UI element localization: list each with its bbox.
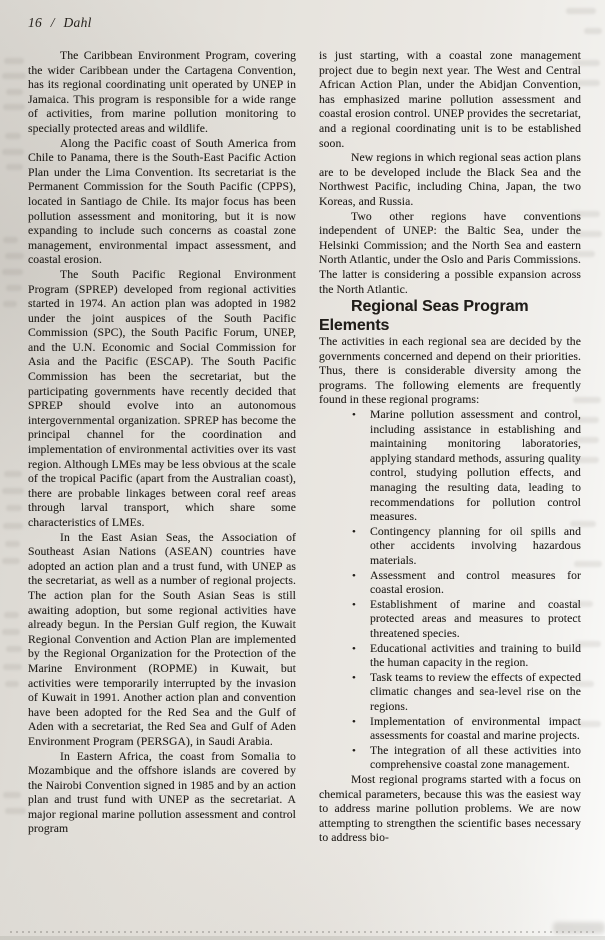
bleedthrough-smudge — [3, 792, 21, 798]
bleedthrough-smudge — [4, 471, 22, 477]
bullet-icon: • — [352, 525, 356, 538]
bleedthrough-smudge — [3, 237, 18, 243]
paragraph-southeast-pacific: Along the Pacific coast of South America from Chile to Panama, there is the South-East Pacific Action Plan under the Lima Convention. Its secretariat is the Permanent Commission for the South Pacific (CPPS), located in Santiago de Chile. Its major focus has been pollution assessment and monitoring, but it is now expanding to include such concerns as coastal zone management, environmental impact assessment, and coastal erosion. — [28, 136, 296, 267]
bleedthrough-smudge — [2, 269, 23, 275]
bleedthrough-smudge — [6, 646, 22, 652]
bleedthrough-smudge — [4, 612, 19, 618]
bleedthrough-smudge — [2, 629, 20, 635]
bleedthrough-smudge — [5, 541, 20, 547]
running-head: 16 / Dahl — [28, 15, 92, 30]
bullet-icon: • — [352, 744, 356, 757]
bullet-text: The integration of all these activities into comprehensive coastal zone management. — [370, 743, 581, 772]
bleedthrough-smudge — [2, 558, 20, 564]
bleedthrough-smudge — [6, 285, 22, 291]
scan-artifact-line — [10, 931, 595, 933]
bullet-text: Assessment and control measures for coastal erosion. — [370, 568, 581, 597]
paragraph-eastern-africa: In Eastern Africa, the coast from Somalia to Mozambique and the offshore islands are covered by the Nairobi Convention signed in 1985 and by an action plan and trust fund with UNEP as the secretariat. A major regional marine pollution assessment and control program — [28, 749, 296, 836]
bullet-icon: • — [352, 642, 356, 655]
paragraph-new-regions: New regions in which regional seas action plans are to be developed include the Black Sea and the Northwest Pacific, including China, Japan, the two Koreas, and Russia. — [319, 151, 581, 208]
bullet-icon: • — [352, 715, 356, 728]
bullet-item — [319, 408, 581, 525]
bleedthrough-smudge — [3, 664, 22, 670]
bleedthrough-smudge — [566, 8, 596, 14]
bullet-item — [319, 598, 581, 642]
bleedthrough-smudge — [6, 505, 22, 511]
bleedthrough-smudge — [5, 133, 21, 139]
bullet-item — [319, 715, 581, 744]
bleedthrough-smudge — [3, 523, 23, 529]
section-heading: Regional Seas Program Elements — [319, 298, 529, 335]
paragraph-west-africa-continuation: is just starting, with a coastal zone management project due to begin next year. The West and Central African Action Plan, under the Abidjan Convention, has emphasized marine pollution assessment and coastal erosion control. UNEP provides the secretariat, and a regional coordinating unit is to be established soon. — [319, 49, 581, 150]
bullet-item — [319, 744, 581, 773]
bleedthrough-smudge — [5, 808, 26, 814]
bleedthrough-smudge — [3, 301, 17, 307]
bullet-item — [319, 569, 581, 598]
bullet-list — [319, 408, 581, 773]
paragraph-sprep: The South Pacific Regional Environment Program (SPREP) developed from regional activities started in 1974. An action plan was adopted in 1982 under the joint auspices of the South Pacific Commission (SPC), the South Pacific Forum, UNEP, and the U.N. Economic and Social Commission for Asia and the Pacific (ESCAP). The South Pacific Commission has been the secretariat, but the participating governments have recently decided that SPREP should evolve into an autonomous intergovernmental organization. SPREP has become the principal channel for the coordination and implementation of environmental activities over its vast region. Although LMEs may be less obvious at the scale of the tropical Pacific (apart from the Australian coast), there are probable linkages between coral reef areas through larval transport, which share some characteristics of LMEs. — [28, 267, 296, 529]
bullet-text: Contingency planning for oil spills and other accidents involving hazardous materials. — [370, 524, 581, 567]
bullet-text: Implementation of environmental impact assessments for coastal and marine projects. — [370, 714, 581, 743]
bleedthrough-smudge — [5, 681, 19, 687]
bullet-item — [319, 671, 581, 715]
paragraph-elements-intro: The activities in each regional sea are decided by the governments concerned and depend on their priorities. Thus, there is considerable diversity among the programs. The following elements are frequently found in these regional programs: — [319, 335, 581, 407]
left-column — [28, 49, 296, 837]
bleedthrough-smudge — [2, 149, 24, 155]
bullet-icon: • — [352, 409, 356, 422]
bullet-text: Establishment of marine and coastal protected areas and measures to protect threatened species. — [370, 597, 581, 640]
paragraph-closing: Most regional programs started with a focus on chemical parameters, because this was the easiest way to address marine pollution problems. We are now attempting to strengthen the scientific bases necessary to address bio- — [319, 772, 581, 845]
scan-artifact-smudge — [553, 922, 605, 934]
right-column — [319, 49, 581, 846]
bullet-text: Task teams to review the effects of expected climatic changes and sea-level rise on the regions. — [370, 670, 581, 713]
scan-edge-band — [0, 936, 605, 940]
bullet-icon: • — [352, 569, 356, 582]
bullet-text: Educational activities and training to build the human capacity in the region. — [370, 641, 581, 670]
bullet-icon: • — [352, 598, 356, 611]
bullet-text: Marine pollution assessment and control, including assistance in establishing and maintaining monitoring laboratories, applying standard methods, assuring quality control, studying pollution effects, and managing the resulting data, leading to recommendations for pollution control measures. — [370, 408, 581, 524]
bleedthrough-smudge — [3, 104, 25, 110]
bleedthrough-smudge — [6, 89, 23, 95]
bleedthrough-smudge — [2, 73, 26, 79]
bullet-item — [319, 642, 581, 671]
paragraph-independent-conventions: Two other regions have conventions independent of UNEP: the Baltic Sea, under the Helsinki Commission; and the North Sea and eastern North Atlantic, under the Oslo and Paris Commissions. The latter is considering a possible expansion across the North Atlantic. — [319, 209, 581, 296]
bleedthrough-smudge — [6, 164, 23, 170]
bullet-item — [319, 525, 581, 569]
bleedthrough-smudge — [4, 58, 24, 64]
bullet-icon: • — [352, 671, 356, 684]
paragraph-east-asian-seas: In the East Asian Seas, the Association of Southeast Asian Nations (ASEAN) countries have adopted an action plan and a trust fund, with UNEP as the secretariat, as well as a number of regional projects. The action plan for the South Asian Seas is still awaiting adoption, but some regional activities have already begun. In the Persian Gulf region, the Kuwait Regional Convention and Action Plan are implemented by the Regional Organization for the Protection of the Marine Environment (ROPME) in Kuwait, but activities were temporarily interrupted by the invasion of Kuwait in 1991. Another action plan and convention have been adopted for the Red Sea and the Gulf of Aden with a secretariat, the Red Sea and Gulf of Aden Environment Program (PERSGA), in Saudi Arabia. — [28, 530, 296, 748]
bleedthrough-smudge — [584, 28, 602, 34]
bleedthrough-smudge — [5, 253, 24, 259]
paragraph-caribbean: The Caribbean Environment Program, covering the wider Caribbean under the Cartagena Convention, has its regional coordinating unit operated by UNEP in Jamaica. This program is responsible for a wide range of activities, from marine pollution monitoring to specially protected areas and wildlife. — [28, 49, 296, 135]
bleedthrough-smudge — [2, 488, 24, 494]
